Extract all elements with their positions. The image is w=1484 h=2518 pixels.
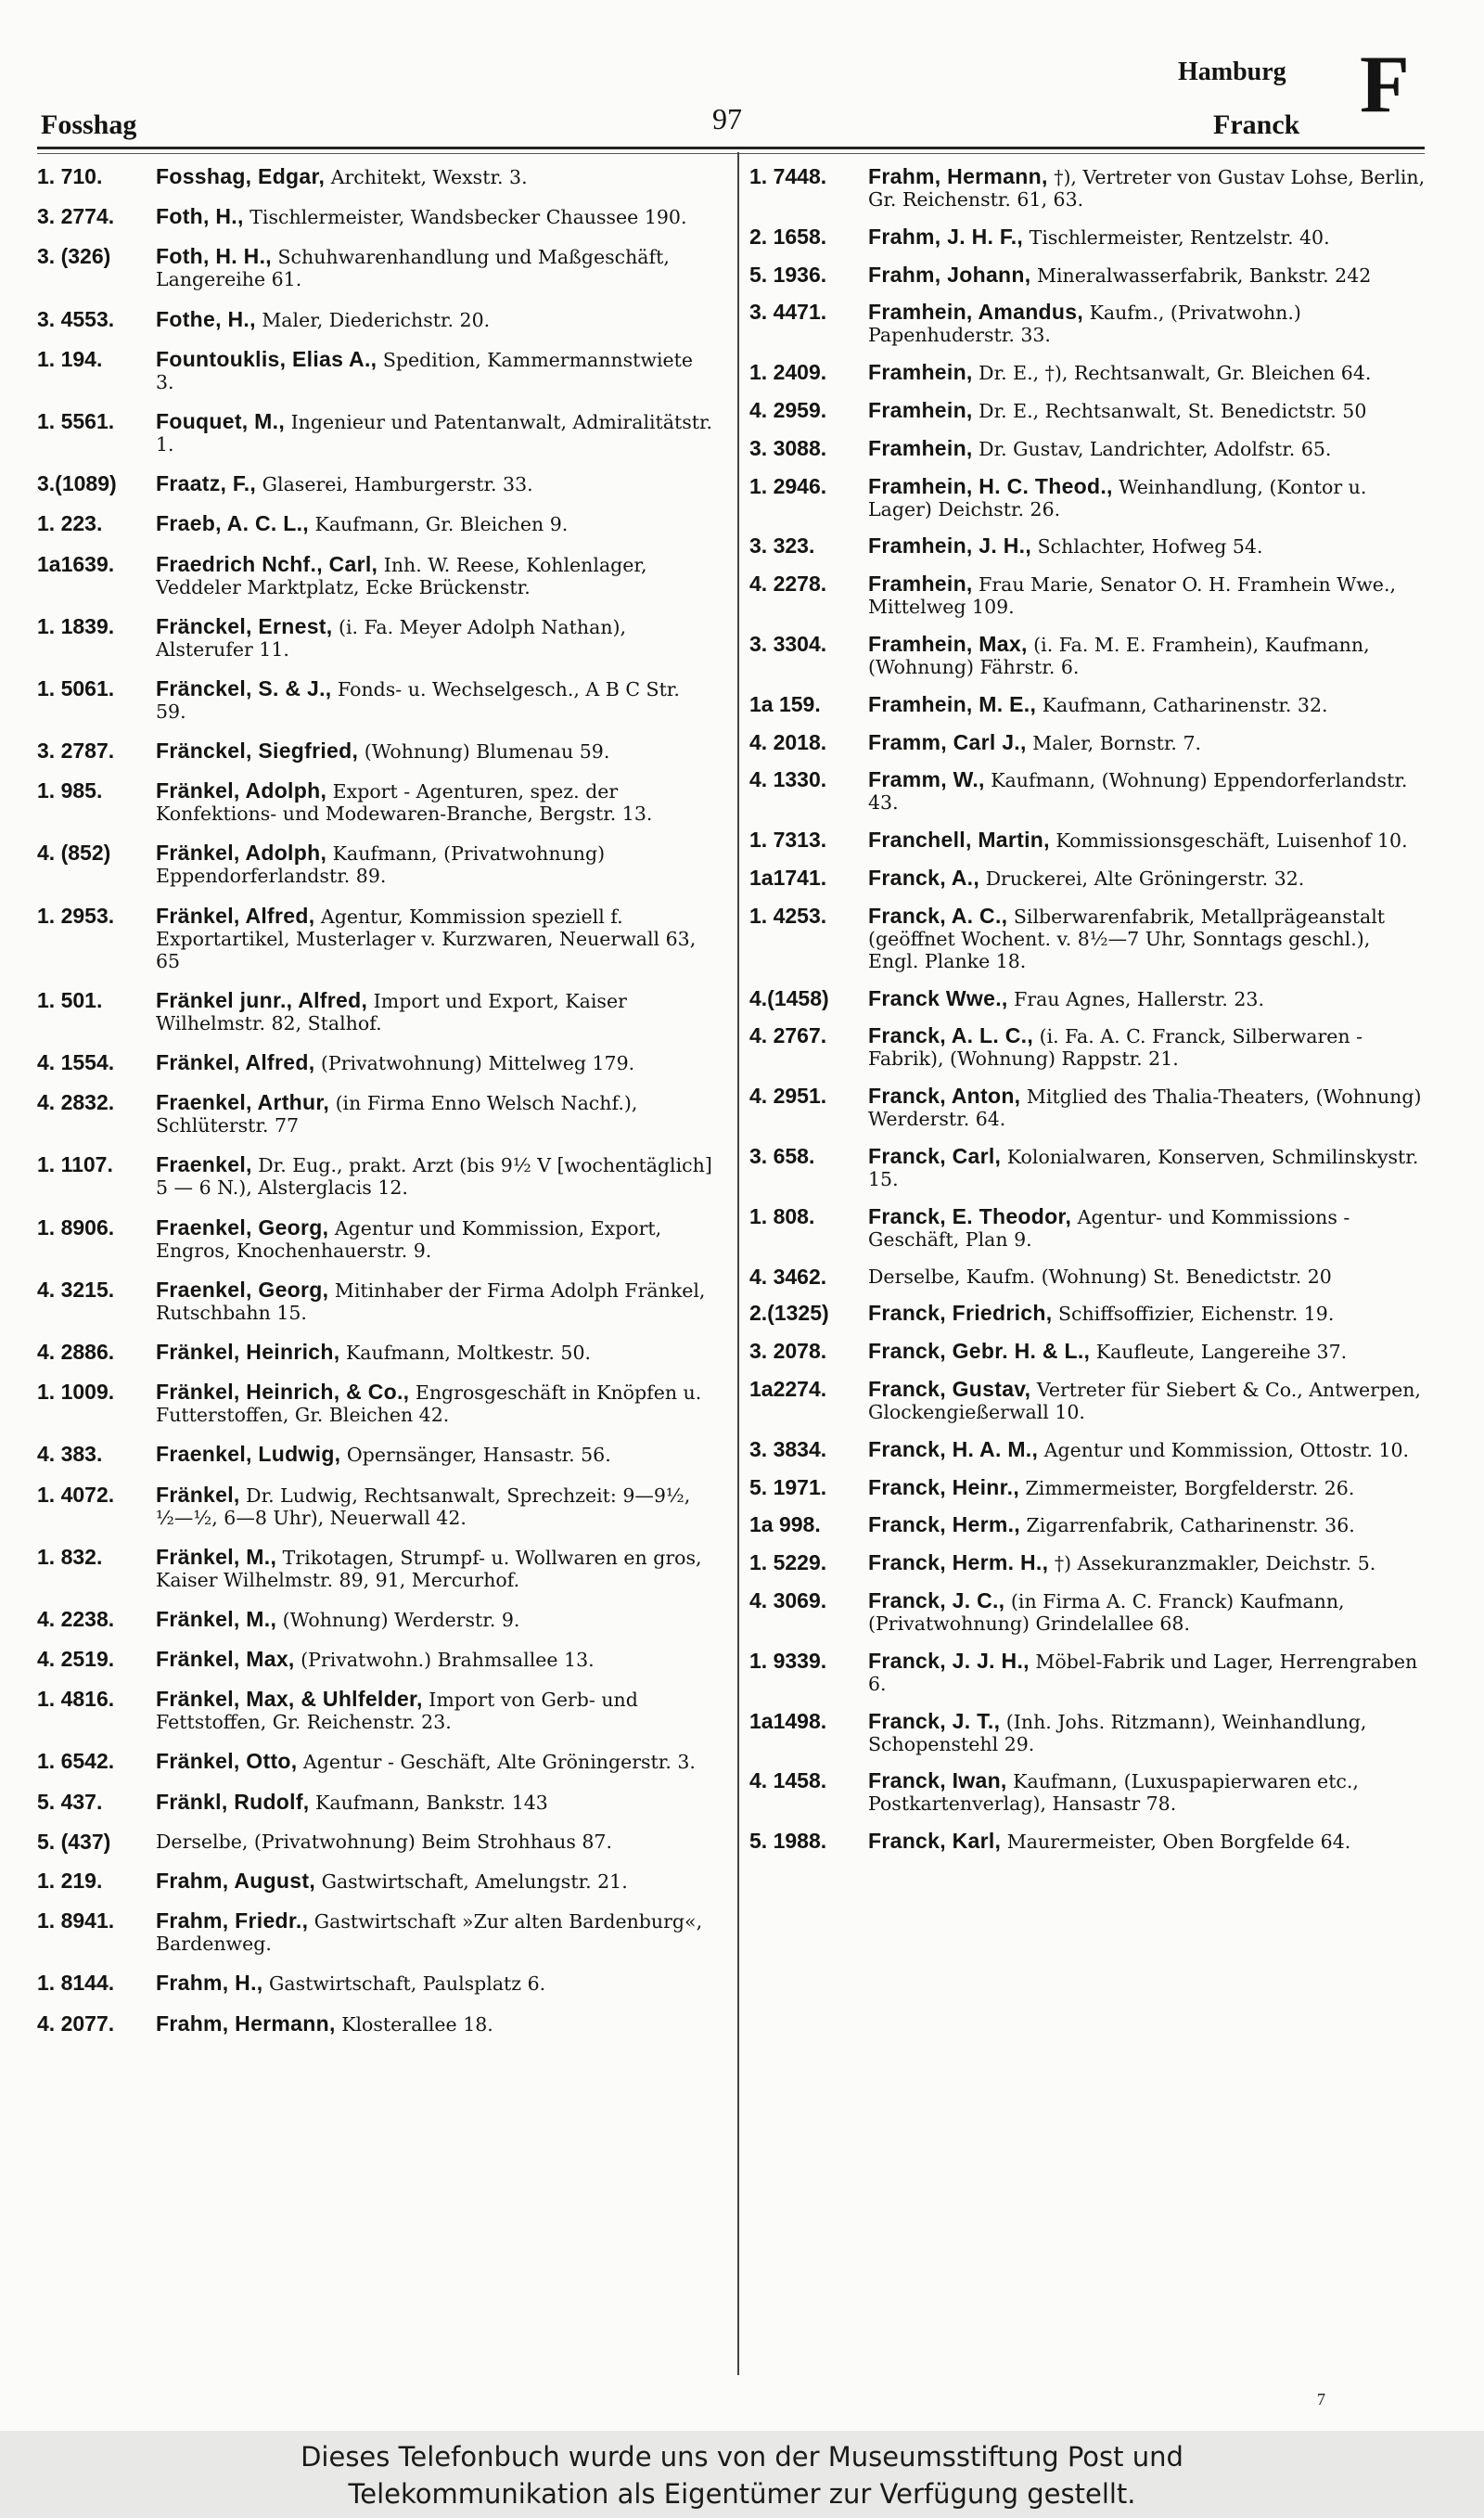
phone-number: 4. 2018.	[749, 729, 827, 754]
subscriber-details: Agentur - Geschäft, Alte Gröningerstr. 3.	[302, 1751, 696, 1774]
subscriber-name: Framhein, Amandus,	[868, 300, 1084, 325]
directory-entry	[37, 245, 714, 290]
subscriber-name: Frahm, August,	[156, 1869, 316, 1893]
subscriber-details: Kaufmann, Catharinenstr. 32.	[1042, 693, 1328, 716]
directory-entry	[37, 1381, 714, 1426]
directory-entry	[37, 1091, 714, 1137]
phone-number: 4. 2959.	[749, 397, 827, 422]
left-column	[37, 165, 714, 2052]
directory-entry	[37, 472, 714, 495]
subscriber-name: Fränkel, Heinrich,	[156, 1339, 340, 1364]
subscriber-details: Dr. Ludwig, Rechtsanwalt, Sprechzeit: 9—9½, ½—½, 6—8 Uhr), Neuerwall 42.	[156, 1484, 691, 1529]
directory-entry	[749, 1551, 1426, 1574]
phone-number: 1. 194.	[37, 346, 103, 371]
phone-number: 1. 2409.	[749, 360, 827, 385]
subscriber-name: Fothe, H.,	[156, 306, 256, 331]
directory-entry	[749, 165, 1426, 211]
directory-entry	[37, 1216, 714, 1262]
phone-number: 4. 3215.	[37, 1277, 115, 1302]
subscriber-details: Mitglied des Thalia-Theaters, (Wohnung) Werderstr. 64.	[868, 1086, 1422, 1131]
subscriber-name: Franck, Gustav,	[868, 1376, 1031, 1401]
directory-entry	[749, 437, 1426, 460]
directory-entry	[37, 1750, 714, 1773]
phone-number: 1. 2953.	[37, 903, 115, 928]
phone-number: 4. 2951.	[749, 1084, 827, 1109]
section-letter: F	[1360, 40, 1410, 130]
phone-number: 5. 1988.	[749, 1829, 827, 1854]
subscriber-name: Fränckel, Ernest,	[156, 613, 333, 638]
subscriber-details: Tischlermeister, Rentzelstr. 40.	[1029, 225, 1330, 249]
phone-number: 4. 3069.	[749, 1587, 827, 1612]
subscriber-details: Kaufleute, Langereihe 37.	[1095, 1341, 1348, 1364]
phone-number: 1. 1009.	[37, 1380, 115, 1405]
subscriber-name: Fraenkel, Georg,	[156, 1277, 329, 1302]
directory-entry	[37, 165, 714, 188]
directory-entry	[37, 1341, 714, 1364]
subscriber-details: Schuhwarenhandlung und Maßgeschäft, Langereihe 61.	[156, 246, 670, 291]
subscriber-name: Framhein,	[868, 397, 973, 422]
directory-entry	[37, 1153, 714, 1199]
phone-number: 1a1498.	[749, 1708, 827, 1733]
subscriber-name: Frahm, Johann,	[868, 262, 1031, 287]
directory-entry	[749, 1085, 1426, 1130]
header-last-entry: Franck	[1213, 109, 1300, 140]
directory-entry	[749, 225, 1426, 249]
subscriber-details: Mitinhaber der Firma Adolph Fränkel, Rutschbahn 15.	[156, 1278, 706, 1324]
directory-entry	[37, 2012, 714, 2036]
subscriber-name: Framhein, M. E.,	[868, 691, 1037, 716]
subscriber-details: Dr. E., †), Rechtsanwalt, Gr. Bleichen 64.	[979, 362, 1372, 385]
subscriber-details: Druckerei, Alte Gröningerstr. 32.	[985, 867, 1305, 890]
subscriber-name: Fountouklis, Elias A.,	[156, 346, 377, 371]
phone-number: 1. 832.	[37, 1544, 103, 1569]
subscriber-details: Mineralwasserfabrik, Bankstr. 242	[1036, 263, 1372, 287]
subscriber-name: Framhein,	[868, 360, 973, 385]
subscriber-name: Framhein,	[868, 572, 973, 597]
directory-entry	[37, 553, 714, 598]
subscriber-details: Maurermeister, Oben Borgfelde 64.	[1006, 1831, 1351, 1854]
subscriber-name: Franck, A. C.,	[868, 903, 1008, 928]
subscriber-details: Glaserei, Hamburgerstr. 33.	[262, 473, 533, 496]
subscriber-details: Kaufmann, Moltkestr. 50.	[345, 1341, 592, 1364]
subscriber-details: (i. Fa. Meyer Adolph Nathan), Alsterufer 11.	[156, 615, 627, 661]
directory-entry	[37, 1443, 714, 1466]
subscriber-name: Fränkel, Otto,	[156, 1749, 298, 1774]
header-rule	[37, 147, 1425, 149]
directory-entry	[37, 615, 714, 661]
phone-number: 1. 985.	[37, 778, 103, 803]
phone-number: 3. 323.	[749, 533, 815, 559]
subscriber-details: (i. Fa. A. C. Franck, Silberwaren - Fabrik), (Wohnung) Rappstr. 21.	[868, 1025, 1363, 1071]
phone-number: 1. 501.	[37, 987, 103, 1012]
directory-entry	[749, 1769, 1426, 1815]
subscriber-details: Gastwirtschaft, Paulsplatz 6.	[269, 1972, 546, 1996]
subscriber-details: Kommissionsgeschäft, Luisenhof 10.	[1055, 829, 1408, 853]
phone-number: 3. 3088.	[749, 435, 827, 460]
subscriber-details: Schiffsoffizier, Eichenstr. 19.	[1057, 1303, 1335, 1326]
directory-entry	[749, 475, 1426, 520]
subscriber-name: Foth, H. H.,	[156, 244, 272, 269]
phone-number: 3. 2787.	[37, 739, 115, 764]
phone-number: 4. 2832.	[37, 1090, 115, 1115]
subscriber-details: (i. Fa. M. E. Framhein), Kaufmann, (Wohnung) Fährstr. 6.	[868, 633, 1370, 678]
phone-number: 4. 2278.	[749, 572, 827, 597]
subscriber-name: Franck, H. A. M.,	[868, 1436, 1039, 1461]
subscriber-name: Franchell, Martin,	[868, 828, 1050, 853]
subscriber-details: Dr. Eug., prakt. Arzt (bis 9½ V [wochentäglich] 5 — 6 N.), Alsterglacis 12.	[156, 1154, 712, 1200]
phone-number: 1. 8144.	[37, 1971, 115, 1996]
subscriber-name: Franck, Friedrich,	[868, 1301, 1053, 1326]
directory-entry	[749, 1302, 1426, 1325]
phone-number: 4. 2077.	[37, 2011, 115, 2036]
subscriber-details: Maler, Diederichstr. 20.	[262, 308, 491, 331]
subscriber-name: Franck, J. T.,	[868, 1708, 1001, 1733]
ownership-notice	[0, 2431, 1484, 2518]
header-first-entry: Fosshag	[41, 109, 137, 140]
directory-entry	[37, 1051, 714, 1074]
column-divider	[737, 152, 739, 2375]
directory-entry	[749, 829, 1426, 852]
page-number: 97	[712, 102, 742, 135]
phone-number: 1a1639.	[37, 551, 115, 576]
subscriber-details: Frau Marie, Senator O. H. Framhein Wwe., Mittelweg 109.	[868, 573, 1396, 619]
phone-number: 3. 4553.	[37, 306, 115, 331]
phone-number: 1. 4253.	[749, 903, 827, 928]
directory-entry	[749, 1378, 1426, 1423]
directory-entry	[37, 348, 714, 393]
phone-number: 4. 1458.	[749, 1768, 827, 1793]
subscriber-name: Fränkl, Rudolf,	[156, 1789, 310, 1814]
directory-entry	[37, 1608, 714, 1631]
subscriber-details: Opernsänger, Hansastr. 56.	[346, 1444, 611, 1467]
subscriber-details: Gastwirtschaft, Amelungstr. 21.	[321, 1870, 628, 1893]
directory-entry	[749, 1476, 1426, 1499]
phone-number: 4. 383.	[37, 1442, 103, 1467]
subscriber-name: Fränkel, M.,	[156, 1606, 277, 1631]
directory-entry	[37, 1484, 714, 1529]
directory-entry	[749, 1830, 1426, 1853]
subscriber-name: Frahm, Hermann,	[868, 164, 1048, 188]
subscriber-name: Franck, Carl,	[868, 1143, 1002, 1168]
phone-number: 5. 1971.	[749, 1474, 827, 1499]
directory-entry	[37, 905, 714, 972]
phone-number: 1. 710.	[37, 164, 103, 188]
subscriber-details: Kaufmann, (Luxuspapierwaren etc., Postkartenverlag), Hansastr 78.	[868, 1770, 1359, 1816]
phone-number: 4. 2767.	[749, 1023, 827, 1048]
subscriber-name: Fränkel, Adolph,	[156, 841, 327, 866]
subscriber-details: Agentur- und Kommissions - Geschäft, Plan 9.	[868, 1205, 1350, 1251]
directory-entry	[749, 534, 1426, 558]
phone-number: 1a1741.	[749, 865, 827, 890]
directory-entry	[749, 867, 1426, 890]
phone-number: 1. 1839.	[37, 613, 115, 638]
subscriber-name: Franck, Gebr. H. & L.,	[868, 1339, 1091, 1364]
directory-entry	[749, 1340, 1426, 1363]
subscriber-details: Agentur, Kommission speziell f. Exportartikel, Musterlager v. Kurzwaren, Neuerwall 63, 65	[156, 905, 697, 972]
subscriber-details: Kaufmann, (Wohnung) Eppendorferlandstr. 43.	[868, 769, 1408, 815]
phone-number: 1. 5061.	[37, 675, 115, 700]
subscriber-details: Kaufm., (Privatwohn.) Papenhuderstr. 33.	[868, 302, 1301, 347]
subscriber-name: Franck, J. C.,	[868, 1587, 1005, 1612]
subscriber-name: Franck, Karl,	[868, 1829, 1002, 1854]
phone-number: 4. 2519.	[37, 1647, 115, 1672]
subscriber-details: †), Vertreter von Gustav Lohse, Berlin, Gr. Reichenstr. 61, 63.	[868, 166, 1426, 211]
subscriber-details: Gastwirtschaft »Zur alten Bardenburg«, Bardenweg.	[156, 1910, 703, 1956]
subscriber-details: Tischlermeister, Wandsbecker Chaussee 190.	[249, 206, 687, 229]
subscriber-details: (Privatwohnung) Mittelweg 179.	[320, 1052, 635, 1074]
subscriber-name: Fränkel, Max, & Uhlfelder,	[156, 1687, 423, 1712]
page-mark: 7	[1317, 2390, 1325, 2409]
subscriber-name: Framm, W.,	[868, 767, 985, 792]
subscriber-details: Fonds- u. Wechselgesch., A B C Str. 59.	[156, 677, 680, 723]
subscriber-name: Fraenkel, Arthur,	[156, 1090, 330, 1115]
notice-line-2: Telekommunikation als Eigentümer zur Verfügung gestellt.	[348, 2478, 1136, 2510]
subscriber-name: Franck, Anton,	[868, 1084, 1021, 1109]
phone-number: 4. (852)	[37, 841, 111, 866]
directory-entry	[37, 841, 714, 887]
subscriber-details: (Wohnung) Blumenau 59.	[364, 740, 610, 764]
phone-number: 1. 4072.	[37, 1482, 115, 1507]
directory-entry	[749, 633, 1426, 678]
subscriber-details: (in Firma Enno Welsch Nachf.), Schlüterstr. 77	[156, 1092, 638, 1137]
subscriber-details: Dr. E., Rechtsanwalt, St. Benedictstr. 50	[979, 399, 1367, 422]
phone-number: 1a 998.	[749, 1512, 821, 1537]
directory-entry	[37, 308, 714, 331]
subscriber-details: Kaufmann, Bankstr. 143	[315, 1791, 548, 1814]
directory-entry	[37, 1546, 714, 1591]
phone-number: 4. 2238.	[37, 1606, 115, 1631]
directory-entry	[37, 1972, 714, 1995]
phone-number: 1. 219.	[37, 1869, 103, 1893]
phone-number: 1. 4816.	[37, 1687, 115, 1712]
directory-entry	[37, 739, 714, 763]
subscriber-name: Framhein, J. H.,	[868, 533, 1032, 559]
subscriber-name: Fränkel, Alfred,	[156, 1050, 315, 1074]
phone-number: 3. 2078.	[749, 1339, 827, 1364]
subscriber-details: Import von Gerb- und Fettstoffen, Gr. Reichenstr. 23.	[156, 1689, 638, 1734]
phone-number: 1. 7448.	[749, 164, 827, 188]
subscriber-name: Frahm, Hermann,	[156, 2011, 336, 2036]
directory-entry	[749, 399, 1426, 422]
subscriber-details: (in Firma A. C. Franck) Kaufmann, (Privatwohnung) Grindelallee 68.	[868, 1589, 1345, 1635]
subscriber-details: Klosterallee 18.	[341, 2012, 493, 2036]
subscriber-details: Ingenieur und Patentanwalt, Admiralitätstr. 1.	[156, 410, 713, 456]
directory-entry	[749, 768, 1426, 814]
subscriber-details: Maler, Bornstr. 7.	[1032, 731, 1202, 754]
subscriber-details: Kolonialwaren, Konserven, Schmilinskystr. 15.	[868, 1145, 1419, 1190]
subscriber-name: Fraedrich Nchf., Carl,	[156, 551, 378, 576]
phone-number: 3. 2774.	[37, 204, 115, 229]
header-city: Hamburg	[1178, 58, 1286, 86]
directory-entry	[37, 989, 714, 1034]
subscriber-details: Kaufmann, Gr. Bleichen 9.	[314, 513, 569, 536]
phone-number: 3.(1089)	[37, 471, 117, 496]
directory-entry	[749, 1205, 1426, 1251]
directory-entry	[37, 1909, 714, 1955]
subscriber-name: Franck, A. L. C.,	[868, 1023, 1034, 1048]
subscriber-name: Fosshag, Edgar,	[156, 164, 326, 188]
phone-number: 1a2274.	[749, 1376, 827, 1401]
subscriber-name: Fraenkel,	[156, 1152, 252, 1177]
subscriber-name: Fränckel, S. & J.,	[156, 675, 332, 700]
subscriber-details: (Inh. Johs. Ritzmann), Weinhandlung, Schopenstehl 29.	[868, 1710, 1367, 1755]
subscriber-details: Derselbe, Kaufm. (Wohnung) St. Benedictstr. 20	[868, 1265, 1332, 1288]
phone-number: 1. 9339.	[749, 1648, 827, 1673]
subscriber-details: Zimmermeister, Borgfelderstr. 26.	[1025, 1476, 1355, 1499]
subscriber-details: Derselbe, (Privatwohnung) Beim Strohhaus 87.	[156, 1830, 612, 1853]
phone-number: 3. 4471.	[749, 300, 827, 325]
subscriber-details: Import und Export, Kaiser Wilhelmstr. 82, Stalhof.	[156, 989, 627, 1034]
phone-number: 1. 5561.	[37, 408, 115, 433]
subscriber-name: Franck, E. Theodor,	[868, 1203, 1072, 1228]
subscriber-details: Spedition, Kammermannstwiete 3.	[156, 348, 694, 393]
phone-number: 1. 8906.	[37, 1214, 115, 1240]
directory-entry	[749, 1438, 1426, 1461]
phone-number: 1. 7313.	[749, 828, 827, 853]
directory-entry	[37, 1791, 714, 1814]
phone-number: 5. (437)	[37, 1829, 111, 1854]
directory-entry	[37, 1278, 714, 1324]
directory-entry	[749, 301, 1426, 346]
subscriber-details: Dr. Gustav, Landrichter, Adolfstr. 65.	[979, 437, 1332, 460]
phone-number: 5. 437.	[37, 1789, 103, 1814]
subscriber-details: Architekt, Wexstr. 3.	[330, 166, 528, 188]
phone-number: 1. 1107.	[37, 1152, 113, 1177]
directory-entry	[749, 1650, 1426, 1695]
subscriber-details: Möbel-Fabrik und Lager, Herrengraben 6.	[868, 1650, 1418, 1695]
phone-number: 1. 8941.	[37, 1908, 115, 1933]
subscriber-name: Franck, Herm.,	[868, 1512, 1020, 1537]
phone-number: 5. 1936.	[749, 262, 827, 287]
directory-entry	[749, 1024, 1426, 1070]
directory-entry	[37, 1869, 714, 1893]
subscriber-details: Export - Agenturen, spez. der Konfektions- und Modewaren-Branche, Bergstr. 13.	[156, 780, 653, 826]
directory-entry	[749, 1710, 1426, 1755]
subscriber-name: Fraenkel, Ludwig,	[156, 1442, 341, 1467]
directory-entry	[749, 693, 1426, 716]
subscriber-details: Inh. W. Reese, Kohlenlager, Veddeler Marktplatz, Ecke Brückenstr.	[156, 553, 647, 598]
subscriber-details: Vertreter für Siebert & Co., Antwerpen, Glockengießerwall 10.	[868, 1378, 1421, 1423]
phone-number: 1a 159.	[749, 691, 821, 716]
subscriber-details: Trikotagen, Strumpf- u. Wollwaren en gros, Kaiser Wilhelmstr. 89, 91, Mercurhof.	[156, 1546, 702, 1591]
subscriber-details: Engrosgeschäft in Knöpfen u. Futterstoffen, Gr. Bleichen 42.	[156, 1381, 702, 1427]
subscriber-name: Foth, H.,	[156, 204, 244, 229]
subscriber-name: Fraenkel, Georg,	[156, 1214, 329, 1240]
directory-entry	[749, 361, 1426, 384]
phone-number: 1. 808.	[749, 1203, 815, 1228]
subscriber-details: Agentur und Kommission, Ottostr. 10.	[1043, 1438, 1410, 1461]
phone-number: 1. 2946.	[749, 473, 827, 498]
subscriber-name: Franck, Herm. H.,	[868, 1550, 1049, 1575]
right-column	[749, 165, 1426, 1868]
phone-number: 3. 3304.	[749, 631, 827, 656]
subscriber-name: Framhein, H. C. Theod.,	[868, 473, 1113, 498]
phone-number: 1. 5229.	[749, 1550, 827, 1575]
subscriber-name: Franck, Heinr.,	[868, 1474, 1020, 1499]
directory-entry	[37, 205, 714, 228]
subscriber-name: Fraeb, A. C. L.,	[156, 511, 309, 536]
phone-number: 4. 1554.	[37, 1050, 115, 1074]
phone-number: 1. 6542.	[37, 1749, 115, 1774]
directory-entry	[749, 1145, 1426, 1190]
subscriber-name: Fränkel,	[156, 1482, 240, 1507]
subscriber-name: Framhein, Max,	[868, 631, 1028, 656]
subscriber-details: Schlachter, Hofweg 54.	[1037, 535, 1263, 559]
directory-entry	[37, 512, 714, 535]
directory-entry	[37, 1648, 714, 1671]
subscriber-name: Fränkel, Adolph,	[156, 778, 327, 803]
subscriber-name: Fränkel, Alfred,	[156, 903, 315, 928]
directory-entry	[749, 263, 1426, 287]
phone-number: 2.(1325)	[749, 1301, 829, 1326]
subscriber-name: Franck, Iwan,	[868, 1768, 1007, 1793]
subscriber-details: Weinhandlung, (Kontor u. Lager) Deichstr. 26.	[868, 475, 1367, 520]
directory-entry	[749, 987, 1426, 1010]
subscriber-name: Framm, Carl J.,	[868, 729, 1027, 754]
directory-entry	[749, 1265, 1426, 1288]
subscriber-details: (Privatwohn.) Brahmsallee 13.	[301, 1649, 595, 1672]
subscriber-name: Franck Wwe.,	[868, 985, 1008, 1010]
subscriber-details: Zigarrenfabrik, Catharinenstr. 36.	[1026, 1514, 1355, 1537]
phone-number: 4. 1330.	[749, 767, 827, 792]
directory-entry	[749, 905, 1426, 972]
directory-entry	[749, 1589, 1426, 1635]
subscriber-name: Fraatz, F.,	[156, 471, 257, 496]
subscriber-name: Franck, J. J. H.,	[868, 1648, 1030, 1673]
directory-entry	[37, 677, 714, 723]
header-rule-thin	[37, 153, 1425, 154]
phone-number: 3. 658.	[749, 1143, 815, 1168]
phone-number: 3. (326)	[37, 244, 111, 269]
phone-number: 3. 3834.	[749, 1436, 827, 1461]
phone-number: 4. 3462.	[749, 1264, 827, 1289]
directory-entry	[37, 1831, 714, 1853]
subscriber-name: Fränkel, Heinrich, & Co.,	[156, 1380, 410, 1405]
subscriber-name: Frahm, Friedr.,	[156, 1908, 309, 1933]
phone-number: 4. 2886.	[37, 1339, 115, 1364]
subscriber-name: Frahm, H.,	[156, 1971, 263, 1996]
subscriber-details: Frau Agnes, Hallerstr. 23.	[1014, 987, 1264, 1010]
subscriber-details: Agentur und Kommission, Export, Engros, Knochenhauerstr. 9.	[156, 1216, 662, 1262]
subscriber-name: Fränkel junr., Alfred,	[156, 987, 368, 1012]
subscriber-details: †) Assekuranzmakler, Deichstr. 5.	[1054, 1552, 1376, 1575]
subscriber-details: (Wohnung) Werderstr. 9.	[282, 1608, 520, 1631]
subscriber-name: Framhein,	[868, 435, 973, 460]
directory-entry	[37, 410, 714, 456]
directory-entry	[37, 1688, 714, 1733]
subscriber-name: Franck, A.,	[868, 865, 980, 890]
subscriber-name: Frahm, J. H. F.,	[868, 224, 1024, 249]
directory-entry	[749, 731, 1426, 754]
subscriber-name: Fränckel, Siegfried,	[156, 739, 359, 764]
notice-line-1: Dieses Telefonbuch wurde uns von der Museumsstiftung Post und	[301, 2441, 1183, 2473]
subscriber-name: Fränkel, Max,	[156, 1647, 295, 1672]
phone-number: 4.(1458)	[749, 985, 829, 1010]
directory-entry	[749, 572, 1426, 618]
phone-number: 2. 1658.	[749, 224, 827, 249]
subscriber-name: Fränkel, M.,	[156, 1544, 277, 1569]
directory-entry	[37, 779, 714, 825]
directory-entry	[749, 1513, 1426, 1536]
phone-number: 1. 223.	[37, 511, 103, 536]
subscriber-name: Fouquet, M.,	[156, 408, 286, 433]
subscriber-details: Silberwarenfabrik, Metallprägeanstalt (geöffnet Wochent. v. 8½—7 Uhr, Sonntags geschl.), Engl. Planke 18.	[868, 905, 1386, 972]
subscriber-details: Kaufmann, (Privatwohnung) Eppendorferlandstr. 89.	[156, 842, 606, 888]
